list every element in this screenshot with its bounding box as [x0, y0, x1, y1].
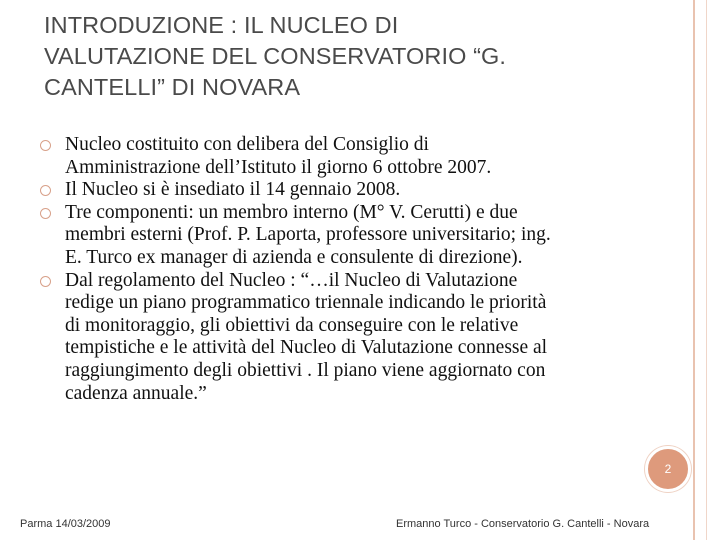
- circle-bullet-icon: [40, 140, 51, 151]
- footer-author: Ermanno Turco - Conservatorio G. Cantelli - Novara: [396, 518, 650, 530]
- bullet-item: [40, 179, 640, 202]
- bullet-line: Amministrazione dell’Istituto il giorno 6 ottobre 2007.: [65, 156, 492, 178]
- bullet-list: [40, 134, 640, 405]
- bullet-line: tempistiche e le attività del Nucleo di Valutazione connesse al: [65, 337, 548, 359]
- title-line: INTRODUZIONE : IL NUCLEO DI: [44, 12, 399, 38]
- circle-bullet-icon: [40, 185, 51, 196]
- circle-bullet-icon: [40, 276, 51, 287]
- title-line: CANTELLI” DI NOVARA: [44, 74, 301, 100]
- title-line: VALUTAZIONE DEL CONSERVATORIO “G.: [44, 43, 507, 69]
- bullet-line: raggiungimento degli obiettivi . Il piano viene aggiornato con: [65, 359, 546, 381]
- page-number-badge: 2: [645, 446, 691, 492]
- bullet-item: [40, 134, 640, 179]
- bullet-line: Tre componenti: un membro interno (M° V. Cerutti) e due: [65, 201, 518, 223]
- circle-bullet-icon: [40, 208, 51, 219]
- bullet-line: E. Turco ex manager di azienda e consulente di direzione).: [65, 246, 523, 268]
- frame-border-line: [693, 0, 695, 540]
- bullet-line: di monitoraggio, gli obiettivi da conseguire con le relative: [65, 314, 519, 336]
- bullet-line: Dal regolamento del Nucleo : “…il Nucleo di Valutazione: [65, 269, 518, 291]
- bullet-line: membri esterni (Prof. P. Laporta, professore universitario; ing.: [65, 224, 551, 246]
- bullet-line: Nucleo costituito con delibera del Consiglio di: [65, 134, 429, 155]
- slide-title: [44, 10, 644, 103]
- bullet-line: redige un piano programmatico triennale indicando le priorità: [65, 292, 547, 314]
- bullet-item: [40, 270, 640, 406]
- bullet-item: [40, 202, 640, 270]
- footer-date: Parma 14/03/2009: [20, 518, 111, 530]
- bullet-line: cadenza annuale.”: [65, 382, 207, 404]
- frame-border-line-thin: [706, 0, 707, 540]
- bullet-line: Il Nucleo si è insediato il 14 gennaio 2008.: [65, 179, 401, 201]
